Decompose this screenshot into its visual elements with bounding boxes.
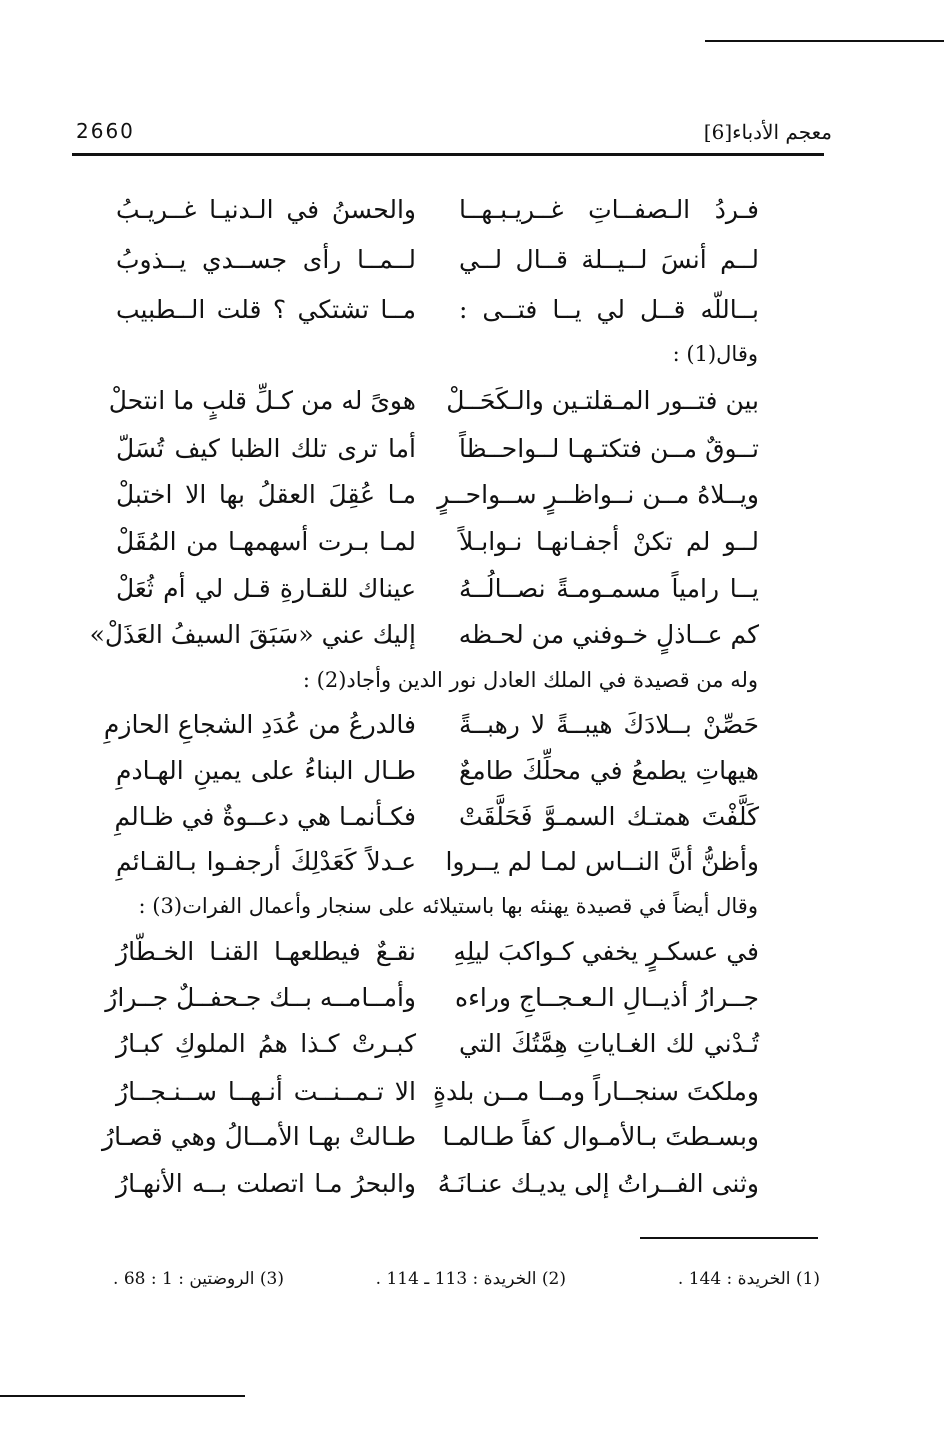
prose-intro: وقال(1) : <box>672 342 758 366</box>
verse-second-hemistich: والبحرُ مـا اتصلت بــه الأنهـارُ <box>116 1169 416 1198</box>
verse-second-hemistich: كبـرتْ كـذا همُ الملوكِ كبـارُ <box>116 1029 416 1058</box>
verse-second-hemistich: مـا عُقِلَ العقلُ بها الا اختبلْ <box>116 480 416 509</box>
verse-second-hemistich: لــمــا رأى جســدي يــذوبُ <box>116 245 416 274</box>
verse-second-hemistich: طـالتْ بهـا الأمــالُ وهي قصـارُ <box>102 1122 416 1151</box>
verse-first-hemistich: يــا رامياً مسمـومـةً نصــالُــهُ <box>459 574 759 603</box>
verse-second-hemistich: طـال البناءُ على يمينِ الهـادمِ <box>116 756 416 785</box>
footnote-separator <box>640 1237 818 1239</box>
verse-second-hemistich: فكـأنمـا هي دعــوةٌ في ظـالمِ <box>114 802 416 831</box>
verse-second-hemistich: إليك عني «سَبَقَ السيفُ العَذَلْ» <box>89 620 416 649</box>
verse-first-hemistich: بــاللّه قــل لي يــا فتــى : <box>459 295 759 324</box>
verse-first-hemistich: لــو لم تكنْ أجفـانهـا نـوابـلاً <box>459 527 759 556</box>
verse-second-hemistich: أما ترى تلك الظبا كيف تُسَلّ <box>116 434 416 463</box>
verse-first-hemistich: وملكتَ سنجــاراً ومــا مــن بلدةٍ <box>432 1077 759 1106</box>
verse-first-hemistich: تُـدْني لك الغـاياتِ هِمَّتُكَ التي <box>459 1029 759 1058</box>
verse-second-hemistich: عيناك للقـارةِ قـل لي أم ثُعَلْ <box>116 574 416 603</box>
verse-first-hemistich: وثنى الفــراتُ إلى يديـك عنـانَـهُ <box>437 1169 759 1198</box>
verse-first-hemistich: حَصِّنْ بــلادَكَ هيبــةً لا رهبــةً <box>459 710 759 739</box>
verse-first-hemistich: بين فتــور المـقلتـين والـكَحَــلْ <box>446 386 759 415</box>
verse-first-hemistich: وأظنُّ أنَّ النــاس لمـا لم يــروا <box>445 847 759 876</box>
verse-second-hemistich: والحسنُ في الـدنيـا غــريـبُ <box>116 195 416 224</box>
verse-first-hemistich: في عسكـرٍ يخفي كـواكبَ ليلِهِ <box>453 937 759 966</box>
top-right-decorative-rule <box>705 40 944 42</box>
header-rule <box>72 153 824 156</box>
verse-first-hemistich: فـردُ الـصفــاتِ غــريـبـهــا <box>459 195 759 224</box>
footnote-3: (3) الروضتين : 1 : 68 . <box>113 1269 284 1289</box>
verse-first-hemistich: وبسـطتَ بـالأمـوال كفاً طـالمـا <box>442 1122 759 1151</box>
verse-second-hemistich: فالدرعُ من عُدَدِ الشجاعِ الحازمِ <box>103 710 416 739</box>
footnote-2: (2) الخريدة : 113 ـ 114 . <box>375 1269 566 1289</box>
verse-second-hemistich: لمـا بـرت أسهمهـا من المُقَلْ <box>116 527 416 556</box>
verse-first-hemistich: ويــلاهُ مــن نــواظــرٍ ســواحــرٍ <box>437 480 759 509</box>
verse-second-hemistich: مــا تشتكي ؟ قلت الــطبيب <box>116 295 416 324</box>
verse-first-hemistich: كَلَّفْتَ همتـك السمـوَّ فَحَلَّقَتْ <box>459 802 759 831</box>
verse-second-hemistich: وأمــامــه بــك جـحفــلٌ جــرارُ <box>105 983 416 1012</box>
prose-intro: وقال أيضاً في قصيدة يهنئه بها باستيلائه على سنجار وأعمال الفرات(3) : <box>138 894 758 918</box>
bottom-left-decorative-rule <box>0 1395 245 1397</box>
verse-second-hemistich: هوىً له من كـلِّ قلبٍ ما انتحلْ <box>108 386 416 415</box>
page-number: 2660 <box>76 119 135 143</box>
verse-first-hemistich: لــم أنسَ لــيــلة قــال لــي <box>459 245 759 274</box>
verse-second-hemistich: نقـعٌ فيطلعهـا القنـا الخـطّارُ <box>116 937 416 966</box>
footnote-1: (1) الخريدة : 144 . <box>677 1269 820 1289</box>
prose-intro: وله من قصيدة في الملك العادل نور الدين وأجاد(2) : <box>302 668 758 692</box>
verse-first-hemistich: تــوقٌ مــن فتكتـهـا لــواحــظاً <box>459 434 759 463</box>
verse-first-hemistich: جــرارُ أذيــالِ الـعـجــاجِ وراءه <box>455 983 759 1012</box>
running-header-title: معجم الأدباء[6] <box>703 120 832 144</box>
verse-first-hemistich: كم عــاذلٍ خـوفني من لحـظه <box>458 620 759 649</box>
verse-second-hemistich: عـدلاً كَعَدْلِكَ أرجفـوا بـالقـائمِ <box>116 847 416 876</box>
verse-first-hemistich: هيهاتِ يطمعُ في محلِّكَ طامعٌ <box>459 756 759 785</box>
verse-second-hemistich: الا تـمــنــت أنـهــا ســنـجــارُ <box>116 1077 416 1106</box>
